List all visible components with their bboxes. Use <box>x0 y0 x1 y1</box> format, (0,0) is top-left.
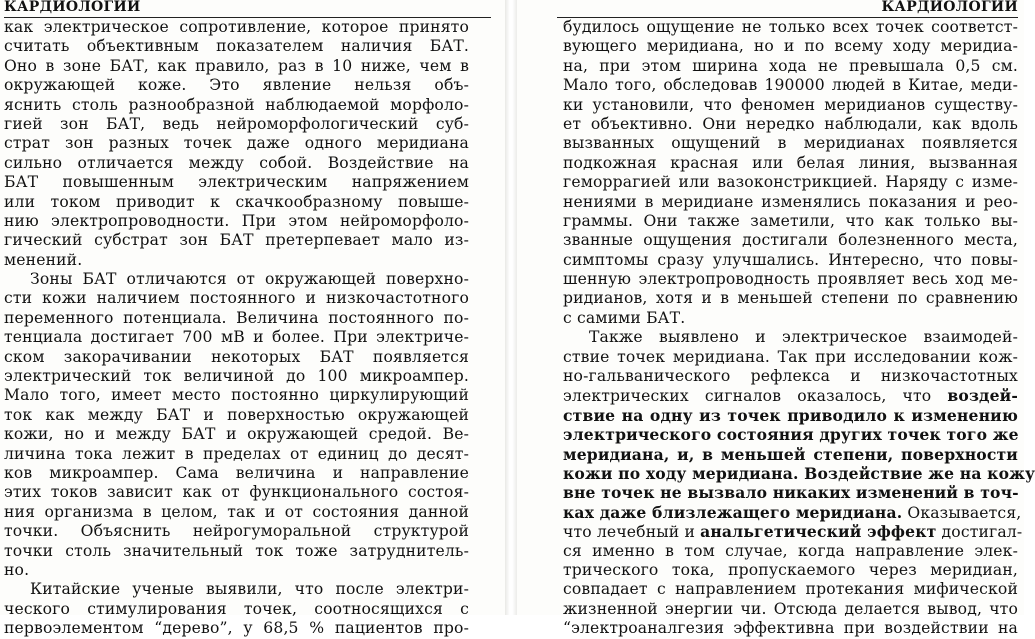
text-line: будилось ощущение не только всех точек соответст- <box>563 18 1018 36</box>
right-page <box>517 0 1035 638</box>
bold-text-run: ках даже близлежащего меридиана. <box>563 502 903 522</box>
text-line: с самими БАТ. <box>563 308 686 327</box>
text-line: подкожная красная или белая линия, вызванная <box>563 153 1018 172</box>
bold-text-run: электрического состояния других точек того же <box>563 425 1019 445</box>
text-line: считать объективным показателем наличия БАТ. <box>4 37 469 56</box>
text-line: вызванных ощущений в меридианах появляется <box>563 134 1018 153</box>
text-line: ния организма в целом, так и от состояния данной <box>4 502 469 521</box>
text-line <box>563 406 1018 425</box>
text-line: кожи, но и между БАТ и окружающей средой. Ве- <box>4 425 469 444</box>
text-line: гией зон БАТ, ведь нейроморфологический суб- <box>4 114 469 133</box>
text-run: что лечебный и <box>563 523 695 542</box>
text-line: точки столь значительный ток тоже затруднитель- <box>4 541 469 560</box>
text-line: гический субстрат зон БАТ претерпевает мало из- <box>4 231 469 250</box>
text-line: жизненной энергии чи. Отсюда делается вывод, что <box>563 599 1018 618</box>
text-line: тенциала достигает 700 мВ и более. При электриче- <box>4 328 469 347</box>
text-line: переменного потенциала. Величина постоянного по- <box>4 308 469 327</box>
text-line: ток как между БАТ и поверхностью окружающей <box>4 405 469 424</box>
text-line: “электроаналгезия эффективна при воздействии на <box>563 619 1018 638</box>
bold-text-run: ствие на одну из точек приводило к изменению <box>563 405 1018 425</box>
text-line: сти кожи наличием постоянного и низкочастотного <box>4 289 469 308</box>
text-line: БАТ повышенным электрическим напряжением <box>4 173 469 192</box>
text-line: сильно отличается между собой. Воздействие на <box>4 153 469 172</box>
text-line: или током приводит к скачкообразному повыше- <box>4 192 469 211</box>
text-line: геморрагией или вазоконстрикцией. Наряду с изме- <box>563 173 1018 192</box>
text-line: этих токов зависит как от функционального состоя- <box>4 483 469 502</box>
left-page <box>0 0 505 638</box>
bold-text-run: вне точек не вызвало никаких изменений в точ- <box>563 483 1019 503</box>
text-line: трического тока, пропускаемого через меридиан, <box>563 560 1018 579</box>
text-line <box>563 522 1023 542</box>
bold-text-run: анальгетический эффект <box>700 522 937 542</box>
bold-text-run: кожи по ходу меридиана. Воздействие же на кожу <box>563 463 1035 483</box>
text-line: Оно в зоне БАТ, как правило, раз в 10 ниже, чем в <box>4 56 469 75</box>
text-line: ствие точек меридиана. Так при исследовании кож- <box>563 347 1018 366</box>
right-page-text <box>517 18 1035 639</box>
text-run: электрических сигналов оказалось, что <box>563 387 932 406</box>
text-line: ридианов, хотя и в меньшей степени по сравнению <box>563 289 1018 308</box>
text-line <box>563 502 1022 522</box>
text-line: симптомы сразу улучшались. Интересно, что повы- <box>563 250 1018 269</box>
text-line: ки установили, что феномен меридианов существу- <box>563 95 1018 114</box>
text-line: совпадает с направлением протекания мифической <box>563 580 1018 599</box>
text-run: достигал- <box>941 523 1023 542</box>
text-line: яснить столь разнообразной наблюдаемой морфоло- <box>4 95 469 114</box>
text-line: Также выявлено и электрическое взаимодей- <box>589 328 1018 347</box>
text-line: личина тока лежит в пределах от единиц до десят- <box>4 444 469 463</box>
text-run: Оказывается, <box>907 503 1022 522</box>
text-line: Китайские ученые выявили, что после электри- <box>30 580 469 599</box>
text-line: на, при этом ширина хода не превышала 0,5 см. <box>563 56 1018 75</box>
text-line: шенную электропроводность проявляет весь ход ме- <box>563 270 1018 289</box>
text-line: званные ощущения достигали болезненного места, <box>563 231 1018 250</box>
text-line: граммы. Они также заметили, что как только вы- <box>563 211 1018 230</box>
bold-text-run: меридиана, и, в меньшей степени, поверхности <box>563 444 1018 464</box>
text-line: первоэлементом “дерево”, у 68,5 % пациентов про- <box>4 619 469 638</box>
text-line: нию электропроводности. При этом нейроморфоло- <box>4 211 469 230</box>
text-line: ков микроампер. Сама величина и направление <box>4 463 469 482</box>
text-line: менений. <box>4 250 83 269</box>
text-line <box>563 483 1018 502</box>
text-line: нениями в меридиане изменялись показания и рео- <box>563 192 1018 211</box>
text-line: электрический ток величиной до 100 микроампер. <box>4 367 469 386</box>
text-line <box>563 386 1018 405</box>
text-line: ся именно в том случае, когда направление элек- <box>563 541 1018 560</box>
text-line: ском закорачивании некоторых БАТ появляется <box>4 347 469 366</box>
right-running-header: КАРДИОЛОГИИ <box>557 0 1018 18</box>
text-line: но. <box>4 560 30 579</box>
text-line: вующего меридиана, но и по всему ходу меридиа- <box>563 37 1018 56</box>
left-running-header: КАРДИОЛОГИИ <box>4 0 491 18</box>
text-line: ческого стимулирования точек, соотносящихся с <box>4 599 469 618</box>
text-line: окружающей коже. Это явление нельзя объ- <box>4 76 469 95</box>
text-line <box>563 425 1018 444</box>
left-page-text <box>0 18 505 639</box>
text-line: как электрическое сопротивление, которое принято <box>4 18 469 36</box>
text-line: Зоны БАТ отличаются от окружающей поверхно- <box>30 270 469 289</box>
text-line: Мало того, обследовав 190000 людей в Китае, меди- <box>563 76 1018 95</box>
book-gutter <box>505 0 517 615</box>
text-line: страт зон разных точек даже одного меридиана <box>4 134 469 153</box>
text-line: точки. Объяснить нейрогуморальной структурой <box>4 522 469 541</box>
text-line: но-гальванического рефлекса и низкочастотных <box>563 367 1018 386</box>
text-line <box>563 463 1035 483</box>
text-line: Мало того, имеет место постоянно циркулирующий <box>4 386 469 405</box>
text-line <box>563 445 1018 464</box>
bold-text-run: воздей- <box>947 386 1019 406</box>
text-line: ет объективно. Они нередко наблюдали, как вдоль <box>563 114 1018 133</box>
